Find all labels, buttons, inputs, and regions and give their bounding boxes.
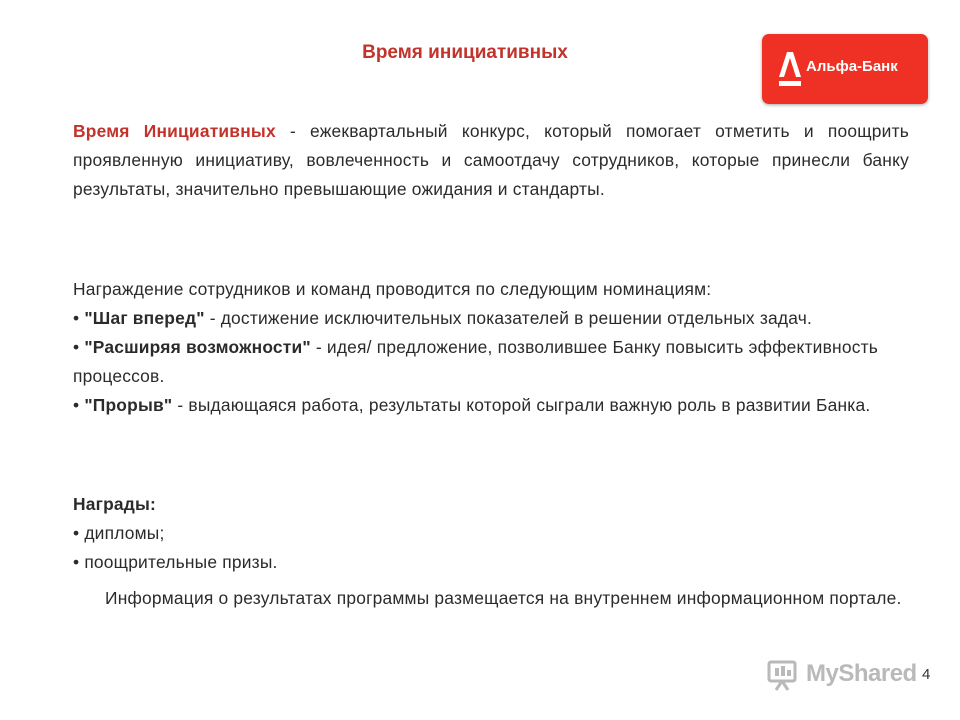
- watermark-text: MyShared: [806, 660, 917, 687]
- nomination-desc: - идея/ предложение, позволившее Банку повысить эффективность процессов.: [73, 337, 879, 386]
- intro-term: Время Инициативных: [73, 121, 276, 141]
- logo-text: Альфа-Банк: [806, 58, 898, 75]
- bullet: •: [73, 395, 85, 415]
- nomination-name: "Прорыв": [84, 395, 173, 415]
- nomination-desc: - достижение исключительных показателей в решении отдельных задач.: [204, 308, 813, 328]
- bullet: •: [73, 308, 85, 328]
- myshared-watermark: [766, 656, 936, 692]
- page-number: 4: [922, 666, 931, 683]
- intro-paragraph: [73, 117, 909, 204]
- bullet: •: [73, 337, 85, 357]
- nomination-item: [73, 333, 909, 391]
- alfa-bank-logo: [762, 34, 928, 104]
- myshared-logo-icon: [766, 658, 800, 692]
- nomination-desc: - выдающаяся работа, результаты которой сыграли важную роль в развитии Банка.: [172, 395, 871, 415]
- nomination-name: "Шаг вперед": [84, 308, 205, 328]
- nomination-name: "Расширяя возможности": [84, 337, 311, 357]
- intro-text: - ежеквартальный конкурс, который помогает отметить и поощрить проявленную инициативу, вовлеченность и самоотдачу сотрудников, которые принесли банку результаты, значительно превышающие ожидания и стандарты.: [73, 121, 909, 199]
- info-paragraph: Информация о результатах программы размещается на внутреннем информационном портале.: [105, 588, 902, 608]
- nomination-item: [73, 304, 909, 333]
- awards-section: [73, 490, 909, 577]
- award-item: • дипломы;: [73, 523, 165, 543]
- slide-title: Время инициативных: [362, 42, 568, 63]
- nominations-section: [73, 275, 909, 420]
- nomination-item: [73, 391, 909, 420]
- award-item: • поощрительные призы.: [73, 552, 278, 572]
- awards-heading: Награды:: [73, 494, 157, 514]
- nominations-lead: Награждение сотрудников и команд проводится по следующим номинациям:: [73, 279, 712, 299]
- alfa-bank-logo-icon: [778, 50, 802, 88]
